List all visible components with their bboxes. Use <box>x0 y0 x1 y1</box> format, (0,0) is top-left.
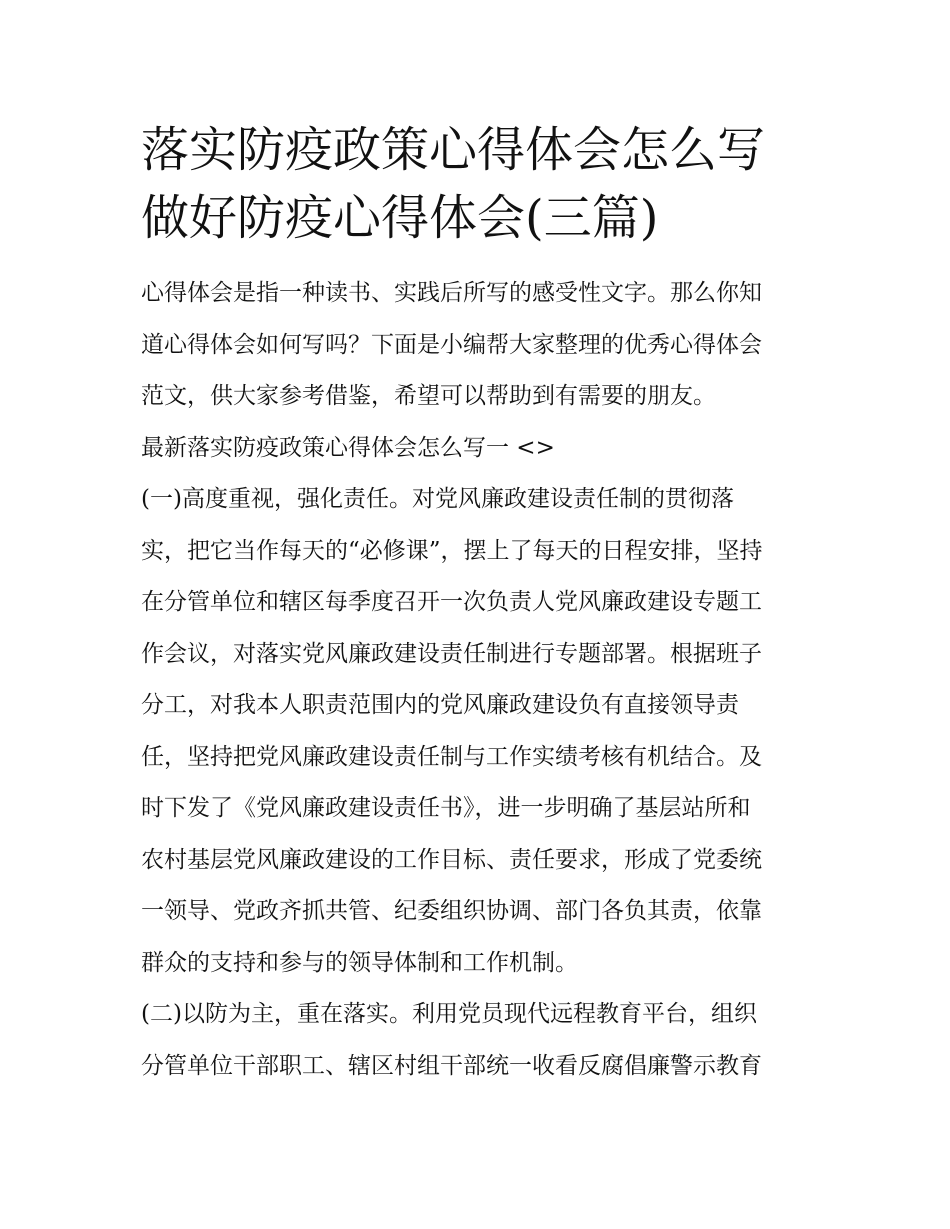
body-line: 范文，供大家参考借鉴，希望可以帮助到有需要的朋友。 <box>141 383 716 409</box>
body-line: (一)高度重视，强化责任。对党风廉政建设责任制的贯彻落 <box>141 486 734 512</box>
body-line: 心得体会是指一种读书、实践后所写的感受性文字。那么你知 <box>141 280 762 306</box>
title-line-2: 做好防疫心得体会(三篇) <box>141 190 659 246</box>
body-line: (二)以防为主，重在落实。利用党员现代远程教育平台，组织 <box>141 1001 757 1027</box>
section-heading: 最新落实防疫政策心得体会怎么写一 <> <box>141 434 555 461</box>
body-line: 分工，对我本人职责范围内的党风廉政建设负有直接领导责 <box>141 692 739 718</box>
document-title <box>141 116 813 252</box>
body-line: 任，坚持把党风廉政建设责任制与工作实绩考核有机结合。及 <box>141 743 762 770</box>
body-line: 农村基层党风廉政建设的工作目标、责任要求，形成了党委统 <box>141 846 762 873</box>
body-line: 群众的支持和参与的领导体制和工作机制。 <box>141 949 578 976</box>
body-line: 时下发了《党风廉政建设责任书》，进一步明确了基层站所和 <box>141 795 751 821</box>
document-page <box>141 116 813 1092</box>
body-line: 实，把它当作每天的“必修课”，摆上了每天的日程安排，坚持 <box>141 537 763 564</box>
body-line: 作会议，对落实党风廉政建设责任制进行专题部署。根据班子 <box>141 640 762 667</box>
document-body <box>141 268 813 1092</box>
body-line: 在分管单位和辖区每季度召开一次负责人党风廉政建设专题工 <box>141 589 762 615</box>
body-line: 一领导、党政齐抓共管、纪委组织协调、部门各负其责，依靠 <box>141 898 762 924</box>
body-line: 分管单位干部职工、辖区村组干部统一收看反腐倡廉警示教育 <box>141 1052 762 1079</box>
title-line-1: 落实防疫政策心得体会怎么写 <box>141 122 766 178</box>
body-line: 道心得体会如何写吗？下面是小编帮大家整理的优秀心得体会 <box>141 331 762 358</box>
